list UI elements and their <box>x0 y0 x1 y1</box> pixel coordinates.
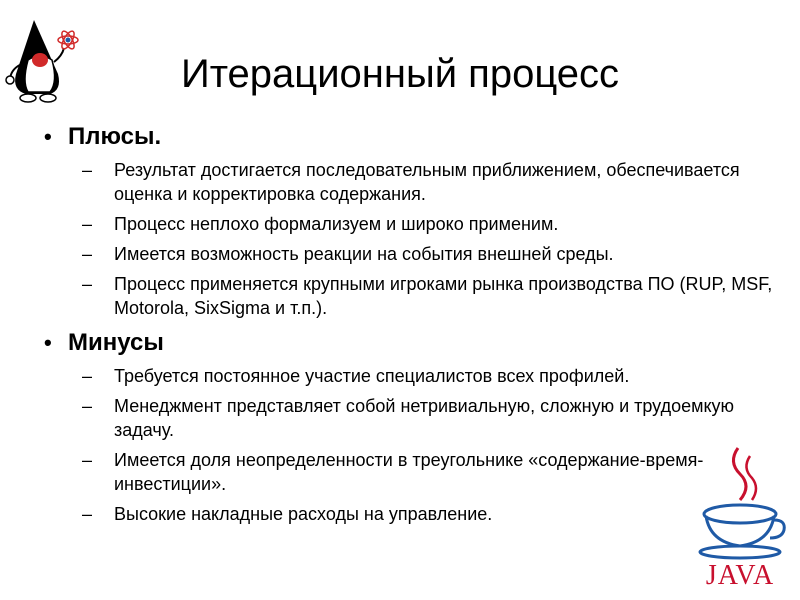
list-item <box>82 242 784 266</box>
list-item-text: Процесс неплохо формализуем и широко применим. <box>114 214 559 234</box>
dash-icon: – <box>82 396 93 416</box>
list-item <box>82 364 784 388</box>
section-heading-text: Минусы <box>68 329 164 356</box>
slide-content <box>44 122 784 532</box>
list-item-text: Высокие накладные расходы на управление. <box>114 504 493 524</box>
list-item-text: Процесс применяется крупными игроками рынка производства ПО (RUP, MSF, Motorola, SixSigma и т.п.). <box>114 274 773 318</box>
java-logo-icon <box>690 442 790 592</box>
bullet-icon: • <box>44 330 52 355</box>
list-item <box>82 448 784 496</box>
section-pros <box>44 122 784 320</box>
list-item <box>82 394 784 442</box>
list-item <box>82 502 784 526</box>
dash-icon: – <box>82 450 93 470</box>
section-heading <box>44 122 784 152</box>
list-item-text: Результат достигается последовательным приближением, обеспечивается оценка и корректировка содержания. <box>114 160 740 204</box>
list-item <box>82 272 784 320</box>
slide-title: Итерационный процесс <box>180 52 620 96</box>
dash-icon: – <box>82 214 93 234</box>
cons-list <box>44 364 784 526</box>
list-item-text: Имеется доля неопределенности в треугольнике «содержание-время-инвестиции». <box>114 450 704 494</box>
list-item <box>82 212 784 236</box>
dash-icon: – <box>82 160 93 180</box>
pros-list <box>44 158 784 320</box>
list-item <box>82 158 784 206</box>
list-item-text: Менеджмент представляет собой нетривиальную, сложную и трудоемкую задачу. <box>114 396 735 440</box>
bullet-icon: • <box>44 124 52 149</box>
java-logo-text: JAVA <box>705 560 775 591</box>
dash-icon: – <box>82 244 93 264</box>
list-item-text: Требуется постоянное участие специалистов всех профилей. <box>114 366 630 386</box>
section-cons <box>44 328 784 526</box>
dash-icon: – <box>82 504 93 524</box>
section-heading-text: Плюсы. <box>68 123 162 150</box>
dash-icon: – <box>82 274 93 294</box>
list-item-text: Имеется возможность реакции на события внешней среды. <box>114 244 614 264</box>
dash-icon: – <box>82 366 93 386</box>
section-heading <box>44 328 784 358</box>
